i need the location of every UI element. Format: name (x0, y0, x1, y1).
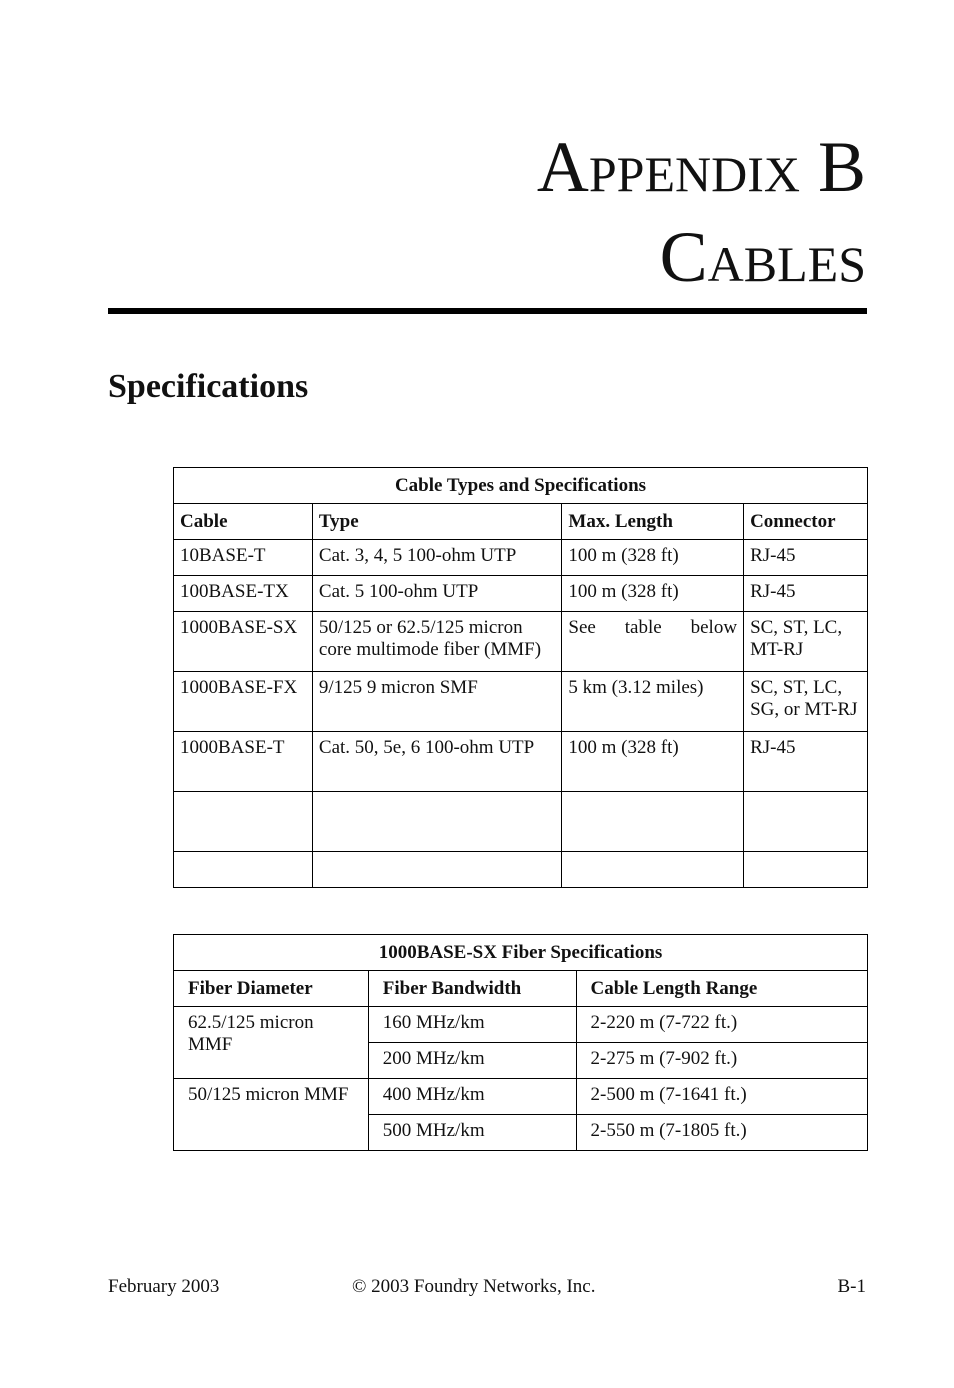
table-cell: 2-550 m (7-1805 ft.) (576, 1115, 868, 1151)
footer-copyright: © 2003 Foundry Networks, Inc. (352, 1276, 596, 1297)
column-header: Cable (174, 504, 313, 540)
table-cell: 2-275 m (7-902 ft.) (576, 1043, 868, 1079)
table-cell: SC, ST, LC, MT-RJ (744, 612, 868, 672)
table-row (174, 576, 868, 612)
table-cell: 2-500 m (7-1641 ft.) (576, 1079, 868, 1115)
footer-page-number: B-1 (837, 1276, 866, 1297)
table-cell: Cat. 50, 5e, 6 100-ohm UTP (312, 732, 562, 792)
table-cell: 50/125 micron MMF (174, 1079, 369, 1151)
horizontal-rule (108, 308, 867, 314)
chapter-title-line-1: Appendix B (536, 127, 866, 207)
footer-date: February 2003 (108, 1276, 220, 1297)
table-cell: 62.5/125 micron MMF (174, 1007, 369, 1079)
column-header: Connector (744, 504, 868, 540)
table-cell (744, 852, 868, 888)
table-cell: See table below (562, 612, 744, 672)
table-cell: RJ-45 (744, 540, 868, 576)
table-cell (174, 792, 313, 852)
table-cell (174, 852, 313, 888)
table-row (174, 732, 868, 792)
table-caption: 1000BASE-SX Fiber Specifications (174, 935, 868, 971)
table-row (174, 540, 868, 576)
table-cell: 100 m (328 ft) (562, 576, 744, 612)
table-cell: 50/125 or 62.5/125 micron core multimode fiber (MMF) (312, 612, 562, 672)
table-cell: 2-220 m (7-722 ft.) (576, 1007, 868, 1043)
table-row (174, 672, 868, 732)
table-cell: RJ-45 (744, 732, 868, 792)
column-header: Type (312, 504, 562, 540)
table-cell (562, 792, 744, 852)
table-cell: 100 m (328 ft) (562, 540, 744, 576)
table-cell: 160 MHz/km (368, 1007, 576, 1043)
fiber-specifications-table (173, 934, 868, 1151)
chapter-title-line-2: Cables (659, 217, 866, 297)
column-header: Fiber Diameter (174, 971, 369, 1007)
table-cell (312, 792, 562, 852)
table-row (174, 1007, 868, 1043)
column-header: Cable Length Range (576, 971, 868, 1007)
table-cell: SC, ST, LC, SG, or MT-RJ (744, 672, 868, 732)
table-cell: 10BASE-T (174, 540, 313, 576)
table-cell (744, 792, 868, 852)
table-cell: RJ-45 (744, 576, 868, 612)
table-cell: 400 MHz/km (368, 1079, 576, 1115)
table-cell: Cat. 3, 4, 5 100-ohm UTP (312, 540, 562, 576)
table-cell: 500 MHz/km (368, 1115, 576, 1151)
table-cell (562, 852, 744, 888)
table-cell: 1000BASE-T (174, 732, 313, 792)
table-cell: 100BASE-TX (174, 576, 313, 612)
table-row (174, 852, 868, 888)
column-header: Max. Length (562, 504, 744, 540)
table-row (174, 1079, 868, 1115)
table-row (174, 792, 868, 852)
table-cell: 1000BASE-SX (174, 612, 313, 672)
table-cell: Cat. 5 100-ohm UTP (312, 576, 562, 612)
table-cell: 9/125 9 micron SMF (312, 672, 562, 732)
table-cell: 200 MHz/km (368, 1043, 576, 1079)
table-row (174, 612, 868, 672)
table-cell: 1000BASE-FX (174, 672, 313, 732)
table-caption: Cable Types and Specifications (174, 468, 868, 504)
column-header: Fiber Bandwidth (368, 971, 576, 1007)
chapter-title (537, 122, 866, 302)
cable-types-table (173, 467, 868, 888)
table-cell: 5 km (3.12 miles) (562, 672, 744, 732)
section-heading: Specifications (108, 368, 309, 405)
table-cell (312, 852, 562, 888)
table-cell: 100 m (328 ft) (562, 732, 744, 792)
